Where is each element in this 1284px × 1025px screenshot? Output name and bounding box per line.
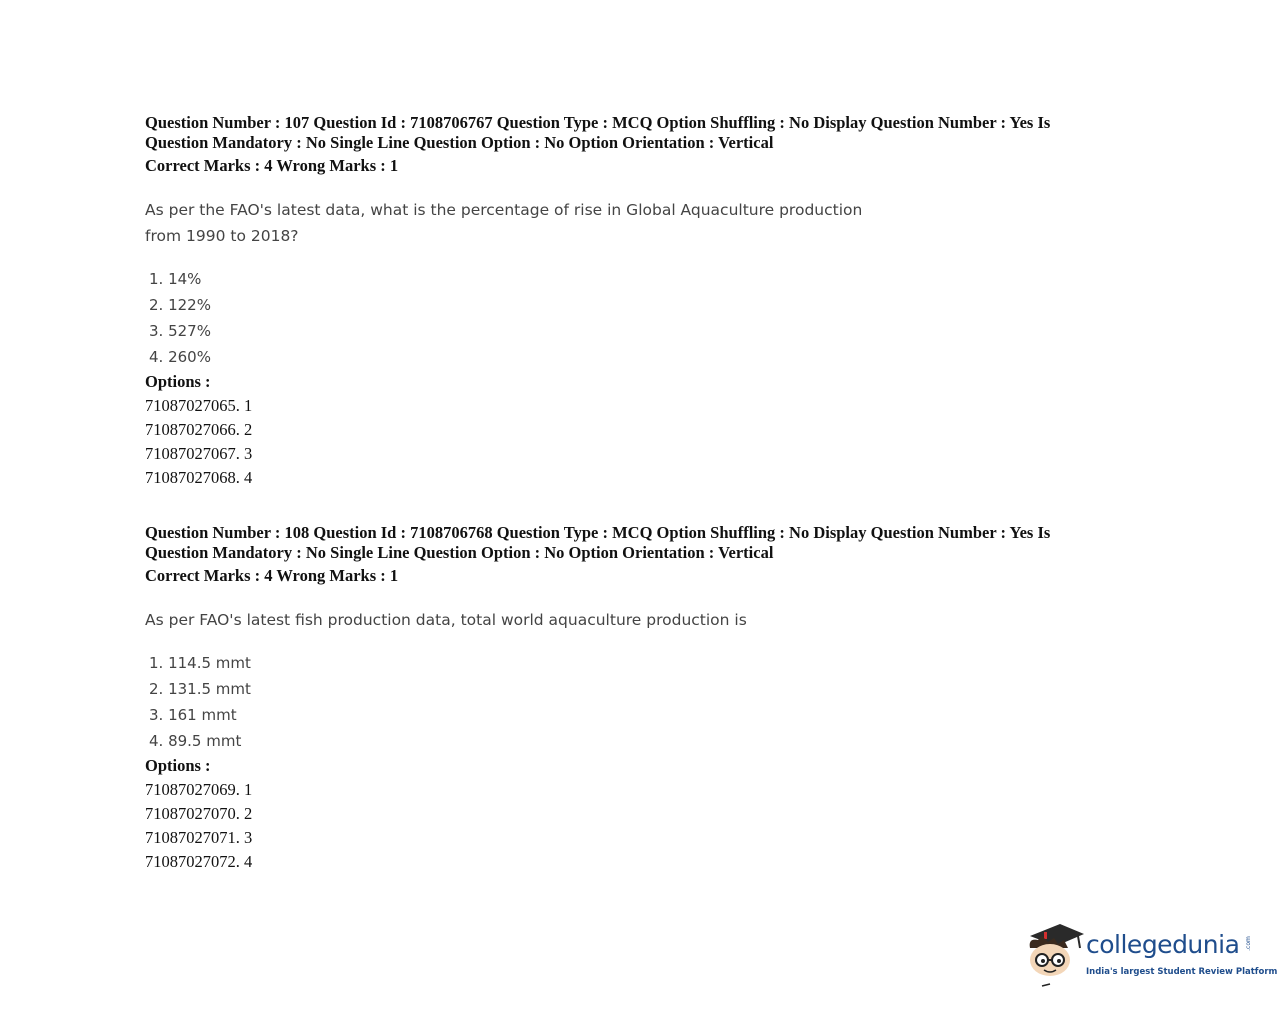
- option-id-list: [145, 394, 1145, 490]
- option-id: 71087027071. 3: [145, 828, 253, 847]
- question-meta: [145, 113, 1145, 153]
- question-107: [145, 113, 1145, 490]
- option-id: 71087027066. 2: [145, 420, 253, 439]
- question-meta: [145, 523, 1145, 563]
- question-meta-line-1: Question Number : 108 Question Id : 7108706768 Question Type : MCQ Option Shuffling : No Display Question Number : Yes Is: [145, 523, 1051, 542]
- option-id: 71087027067. 3: [145, 444, 253, 463]
- answer-choice: 4. 89.5 mmt: [149, 732, 242, 750]
- question-meta-line-2: Question Mandatory : No Single Line Question Option : No Option Orientation : Vertical: [145, 543, 774, 562]
- option-id: 71087027069. 1: [145, 780, 253, 799]
- answer-choices: [145, 650, 1145, 754]
- option-id: 71087027072. 4: [145, 852, 253, 871]
- answer-choice: 3. 527%: [149, 322, 211, 340]
- option-id-list: [145, 778, 1145, 874]
- answer-choice: 2. 131.5 mmt: [149, 680, 251, 698]
- question-marks: Correct Marks : 4 Wrong Marks : 1: [145, 156, 399, 175]
- question-text-line-1: As per FAO's latest fish production data, total world aquaculture production is: [145, 611, 747, 629]
- options-label: Options :: [145, 756, 211, 775]
- logo-brand-text: collegedunia: [1086, 930, 1240, 959]
- question-108: [145, 523, 1145, 874]
- option-id: 71087027065. 1: [145, 396, 253, 415]
- question-meta-line-1: Question Number : 107 Question Id : 7108706767 Question Type : MCQ Option Shuffling : No Display Question Number : Yes Is: [145, 113, 1051, 132]
- option-id: 71087027070. 2: [145, 804, 253, 823]
- question-meta-line-2: Question Mandatory : No Single Line Question Option : No Option Orientation : Vertical: [145, 133, 774, 152]
- answer-choice: 1. 14%: [149, 270, 202, 288]
- mascot-icon: [1024, 918, 1088, 990]
- answer-choices: [145, 266, 1145, 370]
- question-marks: Correct Marks : 4 Wrong Marks : 1: [145, 566, 399, 585]
- question-text: [145, 607, 865, 633]
- question-text-line-1: As per the FAO's latest data, what is the percentage of rise in Global Aquaculture production: [145, 201, 863, 219]
- logo-tagline: India's largest Student Review Platform: [1086, 967, 1278, 977]
- question-text: [145, 197, 865, 249]
- question-text-line-2: from 1990 to 2018?: [145, 227, 299, 245]
- answer-choice: 4. 260%: [149, 348, 211, 366]
- collegedunia-logo[interactable]: [1024, 918, 1278, 990]
- options-label: Options :: [145, 372, 211, 391]
- answer-choice: 3. 161 mmt: [149, 706, 237, 724]
- option-id: 71087027068. 4: [145, 468, 253, 487]
- answer-choice: 1. 114.5 mmt: [149, 654, 251, 672]
- logo-suffix: .com: [1244, 936, 1252, 951]
- answer-choice: 2. 122%: [149, 296, 211, 314]
